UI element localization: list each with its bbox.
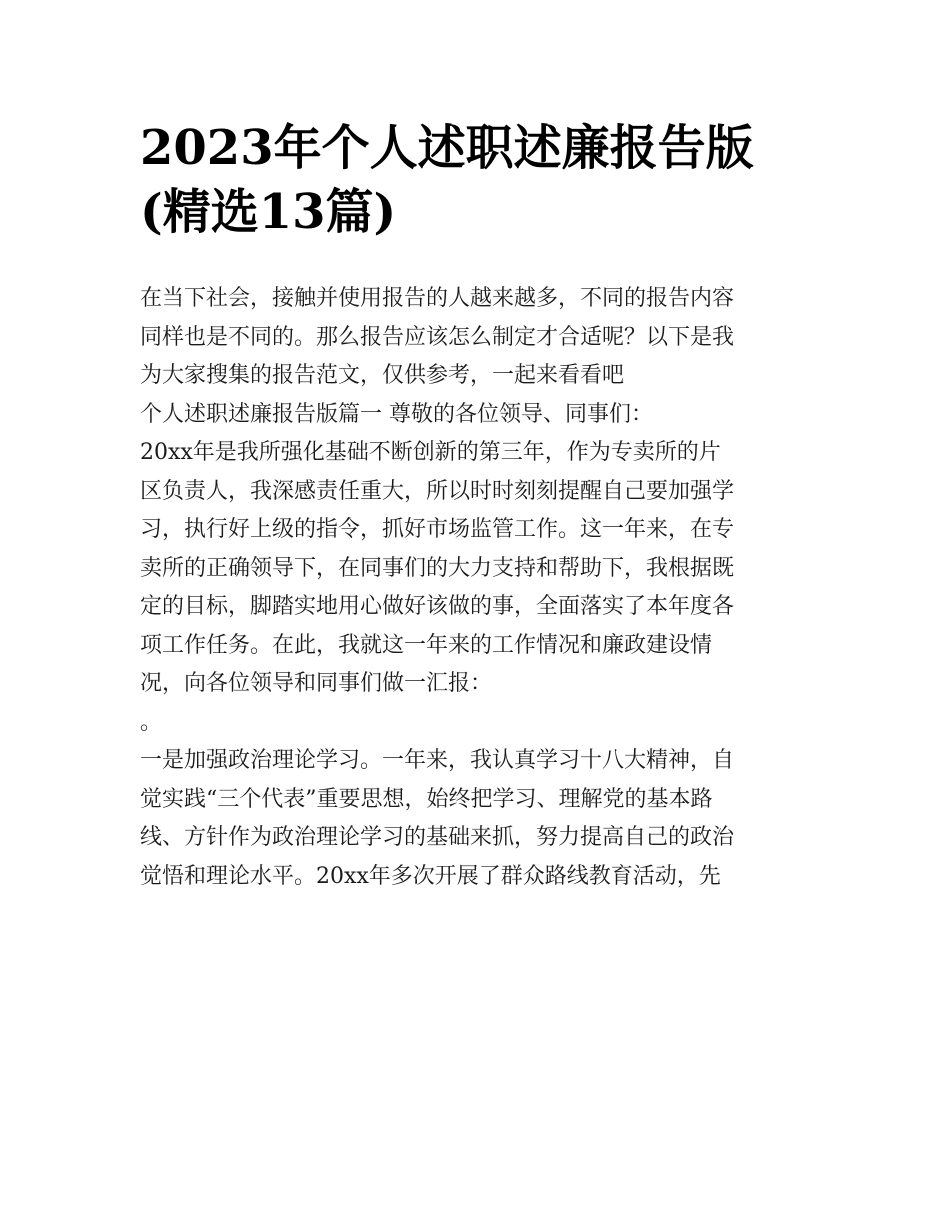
body-line: 同样也是不同的。那么报告应该怎么制定才合适呢？以下是我	[140, 324, 735, 350]
body-line: 区负责人，我深感责任重大，所以时时刻刻提醒自己要加强学	[140, 478, 735, 504]
body-line: 习，执行好上级的指令，抓好市场监管工作。这一年来，在专	[140, 517, 735, 542]
body-line: 觉实践“三个代表”重要思想，始终把学习、理解党的基本路	[140, 786, 713, 812]
body-line: 卖所的正确领导下，在同事们的大力支持和帮助下，我根据既	[140, 555, 735, 581]
body-line: 在当下社会，接触并使用报告的人越来越多，不同的报告内容	[140, 286, 735, 311]
document-title	[140, 116, 840, 244]
body-line: 觉悟和理论水平。20xx年多次开展了群众路线教育活动，先	[140, 863, 721, 889]
body-line: 线、方针作为政治理论学习的基础来抓，努力提高自己的政治	[140, 825, 735, 850]
body-line: 定的目标，脚踏实地用心做好该做的事，全面落实了本年度各	[140, 594, 735, 619]
body-line: 个人述职述廉报告版篇一 尊敬的各位领导、同事们：	[140, 401, 653, 427]
body-line: 20xx年是我所强化基础不断创新的第三年，作为专卖所的片	[140, 440, 721, 465]
document-body	[140, 280, 820, 896]
body-line: 况，向各位领导和同事们做一汇报：	[140, 671, 493, 696]
body-line: 为大家搜集的报告范文，仅供参考，一起来看看吧	[140, 363, 625, 388]
body-line: 项工作任务。在此，我就这一年来的工作情况和廉政建设情	[140, 632, 713, 658]
body-line: 一是加强政治理论学习。一年来，我认真学习十八大精神，自	[140, 748, 735, 773]
title-line: (精选13篇)	[140, 184, 397, 240]
body-line: 。	[140, 709, 163, 735]
title-line: 2023年个人述职述廉报告版	[140, 120, 754, 176]
